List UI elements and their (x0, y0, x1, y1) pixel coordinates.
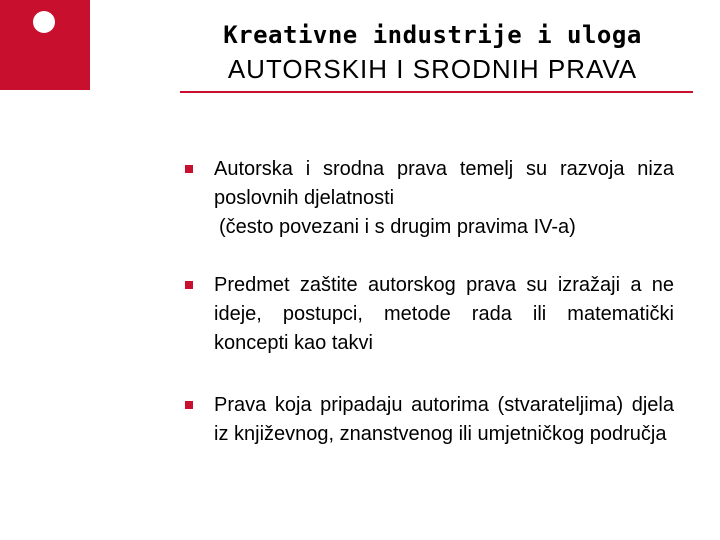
title-divider (180, 91, 693, 93)
list-item (184, 155, 674, 242)
bullet-square-icon (185, 165, 193, 173)
bullet-text: Predmet zaštite autorskog prava su izražaji a ne ideje, postupci, metode rada ili matematički koncepti kao takvi (214, 274, 674, 354)
bullet-list (184, 155, 674, 449)
page-title (180, 18, 685, 86)
list-item (184, 271, 674, 358)
title-line-2: AUTORSKIH I SRODNIH PRAVA (227, 54, 638, 84)
bullet-text: Prava koja pripadaju autorima (stvarateljima) djela iz književnog, znanstvenog ili umjetničkog područja (214, 394, 674, 445)
bullet-square-icon (185, 401, 193, 409)
bullet-text: Autorska i srodna prava temelj su razvoja niza poslovnih djelatnosti (214, 158, 674, 209)
bullet-subtext: (često povezani i s drugim pravima IV-a) (219, 216, 576, 238)
list-item (184, 391, 674, 449)
bullet-square-icon (185, 281, 193, 289)
logo-dot-icon (33, 11, 55, 33)
logo (0, 0, 90, 90)
title-line-1: Kreativne industrije i uloga (223, 21, 642, 49)
